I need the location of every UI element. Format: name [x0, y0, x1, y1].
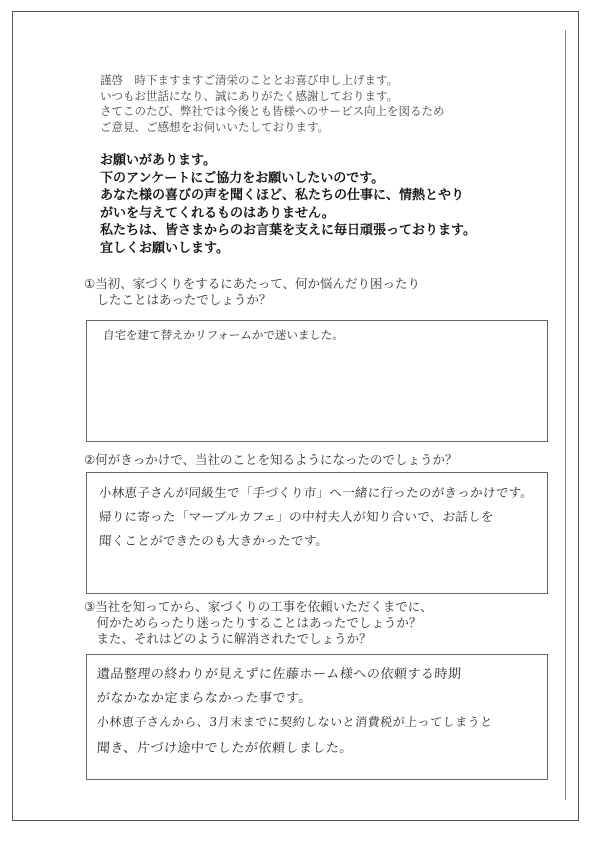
question-line: ①当初、家づくりをするにあたって、何か悩んだり困ったり — [84, 276, 420, 291]
handwritten-answer: 帰りに寄った「マーブルカフェ」の中村夫人が知り合いで、お話しを — [98, 509, 495, 524]
handwritten-answer: 聞くことができたのも大きかったです。 — [98, 533, 329, 548]
question-line: また、それはどのように解消されたでしょうか？ — [84, 631, 372, 646]
handwritten-answer: 小林恵子さんが同級生で「手づくり市」へ一緒に行ったのがきっかけです。 — [98, 485, 534, 500]
question-line: ②何がきっかけで、当社のことを知るようになったのでしょうか？ — [84, 452, 458, 467]
greeting-line: 謹啓 時下ますますご清栄のこととお喜び申し上げます。 — [100, 73, 399, 87]
request-line: お願いがあります。 — [100, 153, 216, 168]
request-line: 宜しくお願いします。 — [100, 240, 229, 256]
greeting-line: さてこのたび、弊社では今後とも皆様へのサービス向上を図るため — [100, 104, 445, 118]
request-paragraph — [100, 152, 550, 257]
answer-box-3 — [86, 654, 548, 780]
margin-rule — [565, 30, 566, 800]
handwritten-answer: 自宅を建て替えかリフォームかで迷いました。 — [102, 328, 345, 342]
answer-box-1 — [86, 320, 548, 442]
question-line: したことはあったでしょうか？ — [84, 292, 272, 307]
request-line: がいを与えてくれるものはありません。 — [100, 205, 335, 221]
question-3 — [84, 599, 433, 647]
question-2 — [84, 452, 457, 468]
question-line: ③当社を知ってから、家づくりの工事を依頼いただくまでに、 — [84, 599, 433, 614]
handwritten-answer: がなかなか定まらなかった事です。 — [96, 691, 313, 706]
greeting-line: ご意見、ご感想をお伺いいたしております。 — [100, 119, 330, 134]
question-line: 何かためらったり迷ったりすることはあったでしょうか？ — [84, 615, 422, 630]
question-1 — [84, 276, 420, 308]
handwritten-answer: 遺品整理の終わりが見えずに佐藤ホーム様への依頼する時期 — [96, 667, 462, 682]
answer-box-2 — [86, 472, 548, 594]
greeting-line: いつもお世話になり、誠にありがたく感謝しております。 — [100, 88, 399, 103]
request-line: 下のアンケートにご協力をお願いしたいのです。 — [100, 170, 385, 186]
request-line: 私たちは、皆さまからのお言葉を支えに毎日頑張っております。 — [100, 223, 476, 238]
greeting-paragraph — [100, 73, 540, 135]
request-line: あなた様の喜びの声を聞くほど、私たちの仕事に、情熱とやり — [100, 188, 465, 203]
handwritten-answer: 聞き、片づけ途中でしたが依頼しました。 — [96, 741, 354, 756]
handwritten-answer: 小林恵子さんから、3月末までに契約しないと消費税が上ってしまうと — [96, 715, 494, 729]
